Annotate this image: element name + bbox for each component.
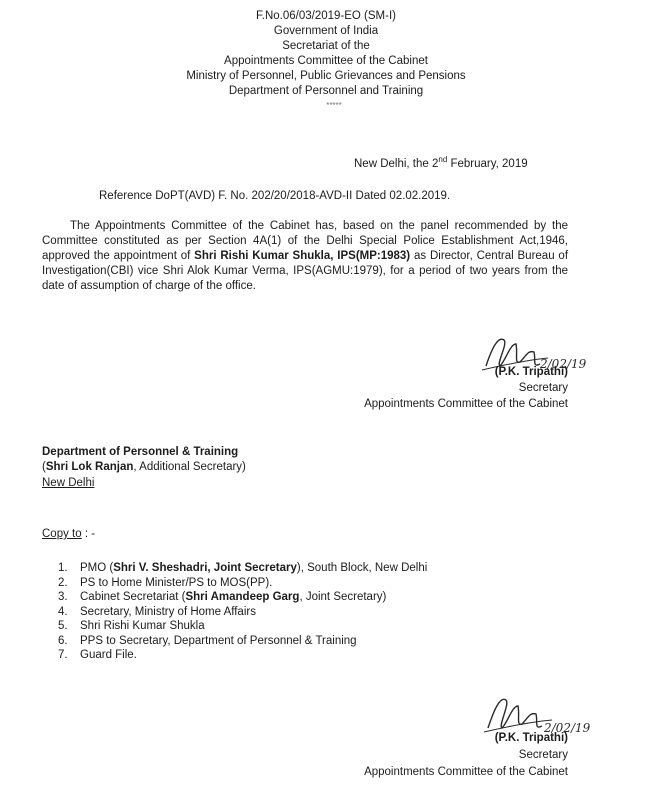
list-item xyxy=(58,605,427,620)
list-item xyxy=(58,590,427,605)
addressee-department: Department of Personnel & Training xyxy=(42,446,239,458)
list-item-number: 2. xyxy=(58,576,68,589)
list-item-text: PPS to Secretary, Department of Personnel & Training xyxy=(80,634,357,647)
list-item-text-rest: , Joint Secretary) xyxy=(299,591,387,603)
list-item xyxy=(58,619,427,634)
list-item-number: 7. xyxy=(58,649,68,661)
date-prefix: New Delhi, the 2 xyxy=(354,157,439,170)
addressee-officer-rest: , Additional Secretary) xyxy=(133,461,246,473)
file-number: F.No.06/03/2019-EO (SM-I) xyxy=(256,10,396,22)
date-sup: nd xyxy=(438,155,448,164)
signatory-title-2: Secretary xyxy=(518,749,568,761)
header-committee: Appointments Committee of the Cabinet xyxy=(224,55,428,67)
list-item-number: 3. xyxy=(58,591,68,603)
signatory-name-1 xyxy=(0,365,568,380)
signatory-name-2 xyxy=(0,731,568,746)
date-line xyxy=(354,152,528,172)
list-item-text: Cabinet Secretariat ( xyxy=(80,591,186,603)
list-item-text: PMO ( xyxy=(80,562,114,574)
list-item-text: Shri Rishi Kumar Shukla xyxy=(80,620,205,632)
list-item-text: Guard File. xyxy=(80,649,137,661)
header-ministry: Ministry of Personnel, Public Grievances and Pensions xyxy=(186,70,466,82)
copy-to-list xyxy=(58,561,427,663)
appointee-name: Shri Rishi Kumar Shukla, IPS(MP:1983) xyxy=(194,250,411,262)
copy-to-suffix: : - xyxy=(81,528,96,540)
list-item-number: 1. xyxy=(58,562,68,574)
header-separator: ***** xyxy=(326,101,342,110)
header-government: Government of India xyxy=(273,25,379,37)
signatory-name-text-1: (P.K. Tripathi) xyxy=(494,366,568,378)
list-item xyxy=(58,634,427,649)
list-item xyxy=(58,561,427,576)
copy-to-heading xyxy=(42,527,95,542)
body-text-1: The Appointments Committee of the Cabinet has, based on the panel recommended by the Committee constituted as per Section 4A(1) of the Delhi Special Police Establishment Act,1946, approved the appointment of xyxy=(42,220,568,262)
list-item-text: PS to Home Minister/PS to MOS(PP). xyxy=(80,576,273,589)
list-item-text-rest: ), South Block, New Delhi xyxy=(296,562,428,574)
addressee-officer-name: Shri Lok Ranjan xyxy=(45,461,134,473)
body-paragraph xyxy=(42,219,568,294)
signatory-title-1: Secretary xyxy=(518,382,568,394)
list-item-number: 4. xyxy=(58,605,68,618)
header-department: Department of Personnel and Training xyxy=(228,85,424,97)
copy-to-label: Copy to xyxy=(42,528,82,540)
list-item-number: 5. xyxy=(58,620,68,632)
body-text-2: as Director, Central Bureau of Investigation(CBI) vice Shri Alok Kumar Verma, IPS(AGMU:1979), for a period of two years from the date of assumption of charge of the office. xyxy=(42,250,569,292)
signature-date-1: 2/02/19 xyxy=(540,357,587,371)
addressee-city: New Delhi xyxy=(42,477,95,489)
list-item xyxy=(58,648,427,663)
list-item xyxy=(58,576,427,591)
list-item-text: Secretary, Ministry of Home Affairs xyxy=(80,605,256,618)
addressee-officer xyxy=(42,460,246,475)
addressee-open-paren: ( xyxy=(42,461,46,473)
list-item-bold: Shri Amandeep Garg xyxy=(185,591,300,603)
signatory-org-1: Appointments Committee of the Cabinet xyxy=(364,398,568,410)
list-item-bold: Shri V. Sheshadri, Joint Secretary xyxy=(113,562,297,574)
signatory-name-text-2: (P.K. Tripathi) xyxy=(494,732,568,744)
reference-line: Reference DoPT(AVD) F. No. 202/20/2018-AVD-II Dated 02.02.2019. xyxy=(99,190,451,202)
date-suffix: February, 2019 xyxy=(447,157,528,170)
header-secretariat: Secretariat of the xyxy=(282,40,370,52)
list-item-number: 6. xyxy=(58,634,68,647)
signature-date-2: 2/02/19 xyxy=(544,721,591,735)
signatory-org-2: Appointments Committee of the Cabinet xyxy=(364,766,568,778)
